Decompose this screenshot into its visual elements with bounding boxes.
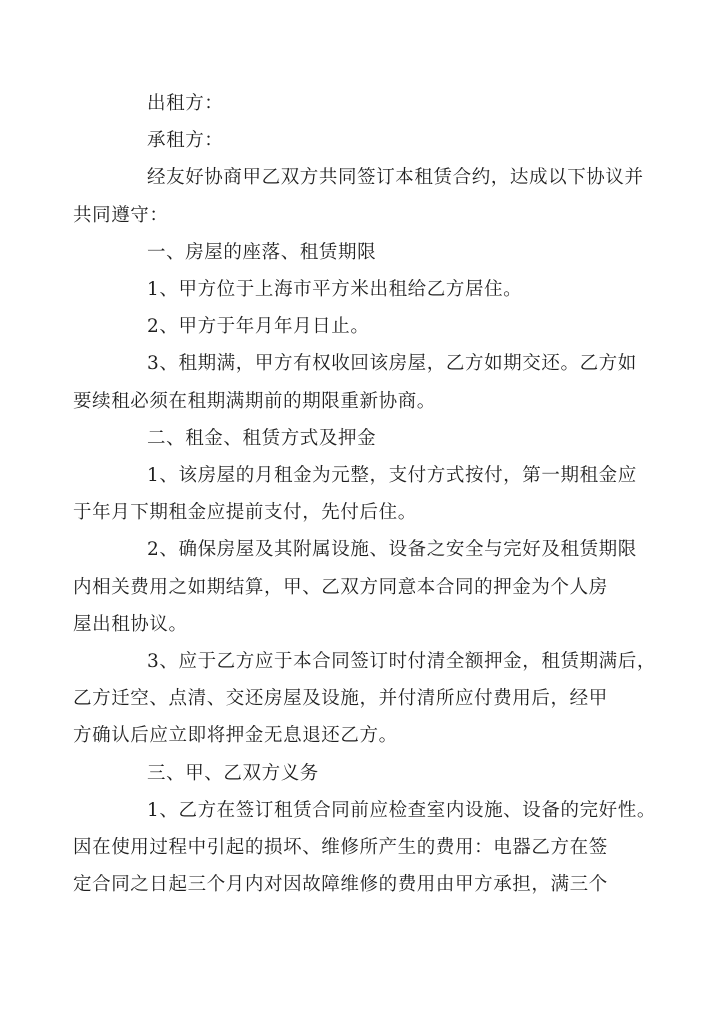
- paragraph-line: 1、该房屋的月租金为元整，支付方式按付，第一期租金应: [147, 465, 637, 487]
- paragraph: [73, 792, 656, 904]
- paragraph: [110, 234, 615, 271]
- paragraph-line: 屋出租协议。: [73, 613, 188, 635]
- document-body: [73, 85, 656, 903]
- paragraph: [110, 755, 615, 792]
- paragraph-line: 乙方迁空、点清、交还房屋及设施，并付清所应付费用后，经甲: [73, 688, 608, 710]
- paragraph-line: 2、甲方于年月年月日止。: [147, 316, 370, 338]
- paragraph-line: 出租方：: [147, 93, 224, 114]
- paragraph: [73, 345, 637, 419]
- paragraph-line: 因在使用过程中引起的损坏、维修所产生的费用：电器乙方在签: [73, 837, 608, 859]
- paragraph-line: 三、甲、乙双方义务: [147, 762, 319, 784]
- paragraph: [110, 308, 615, 345]
- paragraph-line: 3、应于乙方应于本合同签订时付清全额押金，租赁期满后，: [147, 651, 656, 673]
- paragraph-line: 经友好协商甲乙双方共同签订本租赁合约，达成以下协议并: [147, 167, 644, 189]
- paragraph-line: 1、乙方在签订租赁合同前应检查室内设施、设备的完好性。: [147, 799, 656, 821]
- paragraph-line: 2、确保房屋及其附属设施、设备之安全与完好及租赁期限: [147, 539, 637, 561]
- paragraph: [110, 420, 615, 457]
- paragraph: [110, 85, 615, 122]
- paragraph-line: 1、甲方位于上海市平方米出租给乙方居住。: [147, 279, 523, 301]
- paragraph: [110, 122, 615, 159]
- paragraph-line: 3、租期满，甲方有权收回该房屋，乙方如期交还。乙方如: [147, 353, 637, 375]
- paragraph-line: 共同遵守：: [73, 204, 169, 226]
- paragraph-line: 方确认后应立即将押金无息退还乙方。: [73, 725, 398, 747]
- paragraph: [73, 531, 637, 643]
- paragraph-line: 一、房屋的座落、租赁期限: [147, 241, 377, 263]
- paragraph-line: 承租方：: [147, 130, 224, 152]
- paragraph-line: 二、租金、租赁方式及押金: [147, 427, 377, 449]
- paragraph-line: 内相关费用之如期结算，甲、乙双方同意本合同的押金为个人房: [73, 576, 608, 598]
- paragraph: [73, 457, 637, 531]
- paragraph: [110, 271, 615, 308]
- paragraph: [73, 643, 656, 755]
- paragraph: [73, 159, 644, 233]
- paragraph-line: 要续租必须在租期满期前的期限重新协商。: [73, 390, 436, 412]
- paragraph-line: 定合同之日起三个月内对因故障维修的费用由甲方承担，满三个: [73, 874, 608, 896]
- paragraph-line: 于年月下期租金应提前支付，先付后住。: [73, 502, 417, 524]
